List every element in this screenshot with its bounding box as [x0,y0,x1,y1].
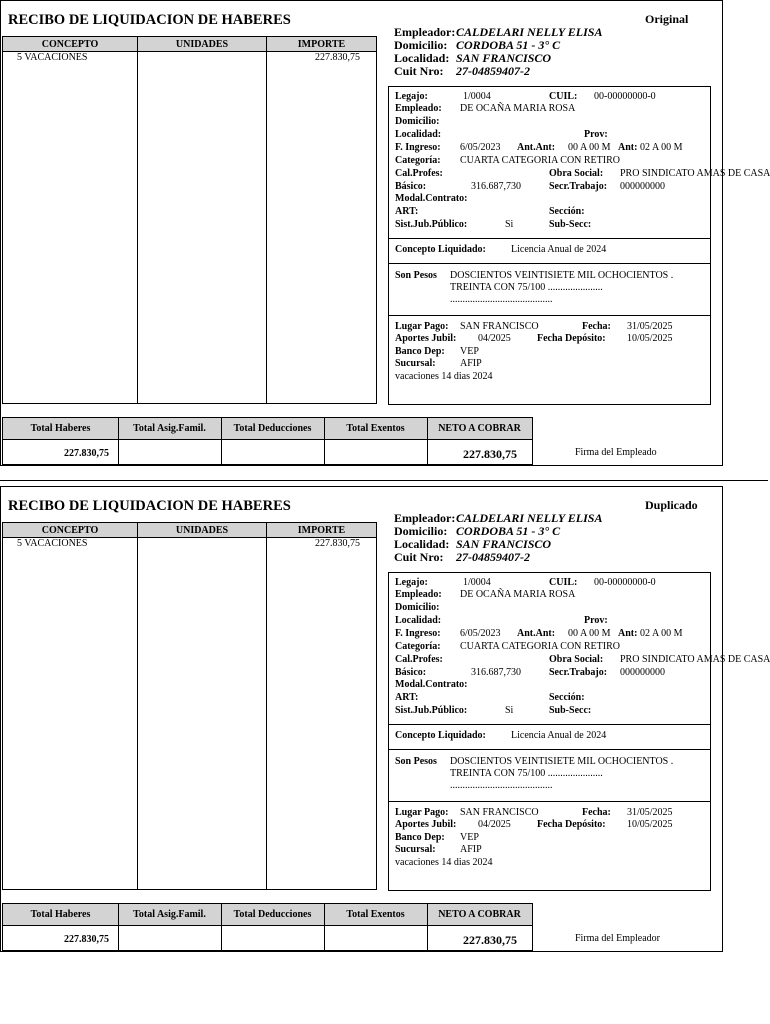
employee-info-box [388,572,770,891]
localidad-value: SAN FRANCISCO [456,51,552,65]
banco-value: VEP [460,346,479,357]
aportes-value: 04/2025 [478,333,511,344]
payment-note: vacaciones 14 dias 2024 [395,371,493,382]
total-haberes-label: Total Haberes [30,423,91,434]
item-concepto: 5 VACACIONES [17,52,88,63]
col-header-concepto: CONCEPTO [3,523,137,538]
art-label: ART: [395,206,419,217]
son-pesos-label: Son Pesos [395,270,437,281]
payment-note: vacaciones 14 dias 2024 [395,857,493,868]
total-haberes-value: 227.830,75 [64,934,109,945]
lugar-label: Lugar Pago: [395,321,449,332]
empleador-value: CALDELARI NELLY ELISA [456,511,603,525]
antant-label: Ant.Ant: [517,628,556,639]
col-header-unidades: UNIDADES [138,523,266,538]
col-header-concepto: CONCEPTO [3,37,137,52]
fecha-label: Fecha: [582,807,611,818]
banco-label: Banco Dep: [395,346,445,357]
aportes-value: 04/2025 [478,819,511,830]
prov-label: Prov: [584,615,608,626]
empleado-value: DE OCAÑA MARIA ROSA [460,589,576,600]
neto-label: NETO A COBRAR [438,909,521,920]
col-header-importe: IMPORTE [267,37,376,52]
concepto-liquidado-label: Concepto Liquidado: [395,730,486,741]
obrasocial-label: Obra Social: [549,168,604,179]
cuil-value: 00-00000000-0 [594,577,656,588]
firma-label: Firma del Empleado [575,447,657,458]
item-concepto: 5 VACACIONES [17,538,88,549]
neto-value: 227.830,75 [463,447,517,461]
total-asig-label: Total Asig.Famil. [133,423,206,434]
calprofes-label: Cal.Profes: [395,168,443,179]
localidad-label: Localidad: [394,537,450,551]
modal-label: Modal.Contrato: [395,193,468,204]
concepto-liquidado-value: Licencia Anual de 2024 [511,730,607,741]
cut-line [0,480,768,481]
emp-localidad-label: Localidad: [395,615,442,626]
obrasocial-value: PRO SINDICATO AMAS DE CASA [620,168,770,179]
ant-label: Ant: [618,142,638,153]
neto-label: NETO A COBRAR [438,423,521,434]
empleador-value: CALDELARI NELLY ELISA [456,25,603,39]
total-exentos-label: Total Exentos [346,909,405,920]
son-pesos-line2: TREINTA CON 75/100 ...................... [450,282,603,293]
divider [389,724,710,725]
son-pesos-line3: ......................................... [450,294,553,305]
receipt-duplicado [0,486,770,952]
empleado-value: DE OCAÑA MARIA ROSA [460,103,576,114]
fecha-label: Fecha: [582,321,611,332]
subsecc-label: Sub-Secc: [549,219,592,230]
sistjub-label: Sist.Jub.Público: [395,705,468,716]
concept-table [2,522,377,890]
aportes-label: Aportes Jubil: [395,819,457,830]
employee-info-box [388,86,770,405]
emp-domicilio-label: Domicilio: [395,116,440,127]
obrasocial-label: Obra Social: [549,654,604,665]
antant-value: 00 A 00 M [568,628,611,639]
categoria-value: CUARTA CATEGORIA CON RETIRO [460,641,620,652]
column-divider [266,37,267,403]
localidad-value: SAN FRANCISCO [456,537,552,551]
total-haberes-label: Total Haberes [30,909,91,920]
concepto-liquidado-value: Licencia Anual de 2024 [511,244,607,255]
total-exentos-label: Total Exentos [346,423,405,434]
copy-label: Duplicado [645,498,698,512]
col-header-importe: IMPORTE [267,523,376,538]
secrtrabajo-label: Secr.Trabajo: [549,181,608,192]
antant-label: Ant.Ant: [517,142,556,153]
basico-label: Básico: [395,181,427,192]
divider [389,749,710,750]
divider [389,801,710,802]
seccion-label: Sección: [549,692,585,703]
emp-localidad-label: Localidad: [395,129,442,140]
total-deducciones-label: Total Deducciones [233,423,312,434]
subsecc-label: Sub-Secc: [549,705,592,716]
domicilio-value: CORDOBA 51 - 3° C [456,38,561,52]
sistjub-label: Sist.Jub.Público: [395,219,468,230]
empleador-label: Empleador: [394,511,456,525]
ant-value: 02 A 00 M [640,628,683,639]
totals-table [2,903,533,951]
deposito-value: 10/05/2025 [627,819,673,830]
sucursal-label: Sucursal: [395,358,436,369]
basico-value: 316.687,730 [471,667,521,678]
cuit-label: Cuit Nro: [394,550,444,564]
modal-label: Modal.Contrato: [395,679,468,690]
total-asig-label: Total Asig.Famil. [133,909,206,920]
art-label: ART: [395,692,419,703]
son-pesos-line1: DOSCIENTOS VEINTISIETE MIL OCHOCIENTOS . [450,270,674,281]
legajo-value: 1/0004 [463,91,491,102]
empleado-label: Empleado: [395,589,442,600]
ingreso-value: 6/05/2023 [460,142,501,153]
neto-value: 227.830,75 [463,933,517,947]
cuil-label: CUIL: [549,91,578,102]
fecha-value: 31/05/2025 [627,321,673,332]
legajo-value: 1/0004 [463,577,491,588]
deposito-value: 10/05/2025 [627,333,673,344]
obrasocial-value: PRO SINDICATO AMAS DE CASA [620,654,770,665]
sistjub-value: Si [505,219,514,230]
item-importe: 227.830,75 [315,52,360,63]
son-pesos-label: Son Pesos [395,756,437,767]
receipt-title: RECIBO DE LIQUIDACION DE HABERES [8,12,291,28]
basico-value: 316.687,730 [471,181,521,192]
domicilio-value: CORDOBA 51 - 3° C [456,524,561,538]
ingreso-label: F. Ingreso: [395,628,441,639]
localidad-label: Localidad: [394,51,450,65]
cuil-label: CUIL: [549,577,578,588]
divider [389,315,710,316]
col-header-unidades: UNIDADES [138,37,266,52]
prov-label: Prov: [584,129,608,140]
sistjub-value: Si [505,705,514,716]
concepto-liquidado-label: Concepto Liquidado: [395,244,486,255]
column-divider [266,523,267,889]
deposito-label: Fecha Depósito: [537,333,606,344]
divider [389,263,710,264]
empleado-label: Empleado: [395,103,442,114]
item-importe: 227.830,75 [315,538,360,549]
son-pesos-line2: TREINTA CON 75/100 ...................... [450,768,603,779]
cuit-value: 27-04859407-2 [456,550,530,564]
categoria-label: Categoría: [395,641,441,652]
receipt-title: RECIBO DE LIQUIDACION DE HABERES [8,498,291,514]
concept-table [2,36,377,404]
emp-domicilio-label: Domicilio: [395,602,440,613]
totals-table [2,417,533,465]
son-pesos-line3: ......................................... [450,780,553,791]
antant-value: 00 A 00 M [568,142,611,153]
lugar-label: Lugar Pago: [395,807,449,818]
domicilio-label: Domicilio: [394,524,448,538]
firma-label: Firma del Empleador [575,933,660,944]
cuit-label: Cuit Nro: [394,64,444,78]
aportes-label: Aportes Jubil: [395,333,457,344]
empleador-label: Empleador: [394,25,456,39]
ant-value: 02 A 00 M [640,142,683,153]
secrtrabajo-label: Secr.Trabajo: [549,667,608,678]
banco-label: Banco Dep: [395,832,445,843]
banco-value: VEP [460,832,479,843]
column-divider [137,523,138,889]
secrtrabajo-value: 000000000 [620,181,665,192]
ant-label: Ant: [618,628,638,639]
lugar-value: SAN FRANCISCO [460,321,539,332]
deposito-label: Fecha Depósito: [537,819,606,830]
column-divider [137,37,138,403]
cuil-value: 00-00000000-0 [594,91,656,102]
son-pesos-line1: DOSCIENTOS VEINTISIETE MIL OCHOCIENTOS . [450,756,674,767]
seccion-label: Sección: [549,206,585,217]
fecha-value: 31/05/2025 [627,807,673,818]
lugar-value: SAN FRANCISCO [460,807,539,818]
categoria-value: CUARTA CATEGORIA CON RETIRO [460,155,620,166]
calprofes-label: Cal.Profes: [395,654,443,665]
basico-label: Básico: [395,667,427,678]
copy-label: Original [645,12,689,26]
legajo-label: Legajo: [395,91,428,102]
sucursal-value: AFIP [460,844,482,855]
cuit-value: 27-04859407-2 [456,64,530,78]
divider [389,238,710,239]
receipt-original [0,0,770,466]
ingreso-label: F. Ingreso: [395,142,441,153]
ingreso-value: 6/05/2023 [460,628,501,639]
secrtrabajo-value: 000000000 [620,667,665,678]
categoria-label: Categoría: [395,155,441,166]
sucursal-label: Sucursal: [395,844,436,855]
total-deducciones-label: Total Deducciones [233,909,312,920]
legajo-label: Legajo: [395,577,428,588]
total-haberes-value: 227.830,75 [64,448,109,459]
sucursal-value: AFIP [460,358,482,369]
domicilio-label: Domicilio: [394,38,448,52]
